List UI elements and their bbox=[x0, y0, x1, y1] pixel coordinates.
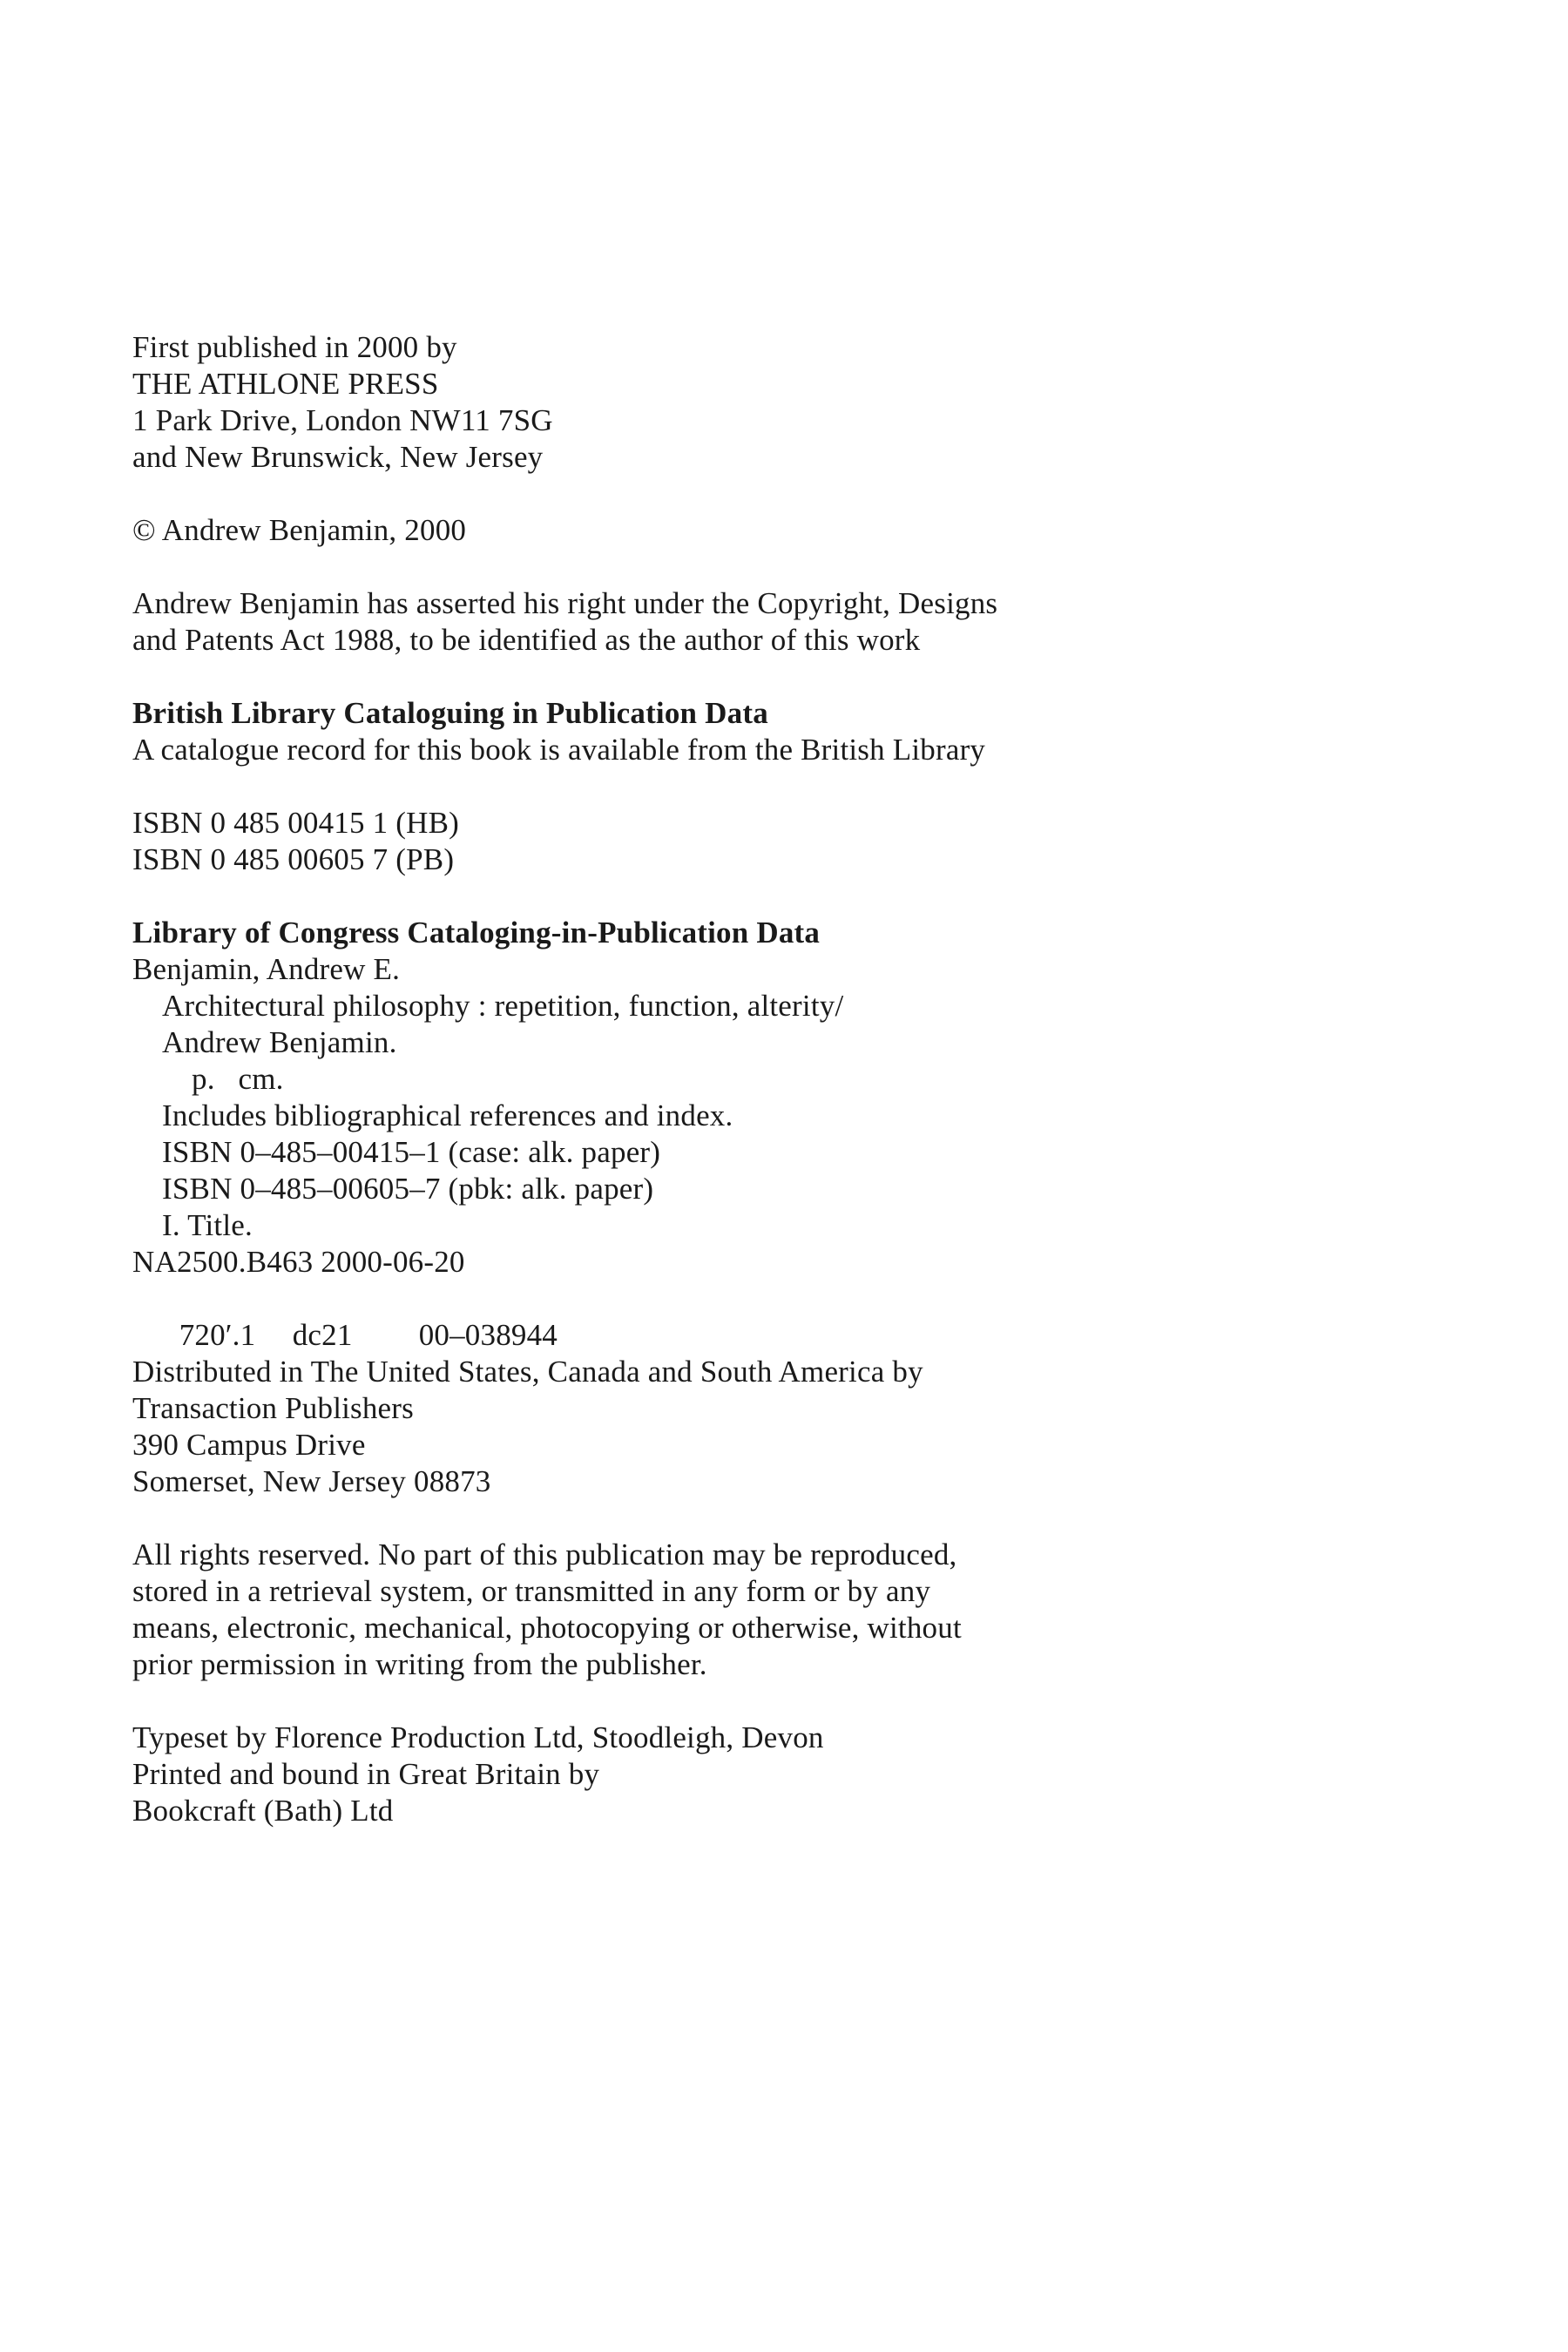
british-library-heading: British Library Cataloguing in Publication Data bbox=[132, 696, 768, 730]
typeset-line: Typeset by Florence Production Ltd, Stoodleigh, Devon bbox=[132, 1720, 824, 1754]
loc-isbn-case: ISBN 0–485–00415–1 (case: alk. paper) bbox=[162, 1135, 661, 1169]
copyright-notice: © Andrew Benjamin, 2000 bbox=[132, 513, 467, 547]
loc-lccn: 00–038944 bbox=[418, 1318, 558, 1352]
british-library-text: A catalogue record for this book is available from the British Library bbox=[132, 733, 986, 767]
loc-call-number: NA2500.B463 2000-06-20 bbox=[132, 1245, 465, 1279]
distributor-name: Transaction Publishers bbox=[132, 1391, 414, 1425]
distributor-street: 390 Campus Drive bbox=[132, 1428, 366, 1462]
printed-line: Printed and bound in Great Britain by bbox=[132, 1757, 600, 1791]
publisher-line: First published in 2000 by bbox=[132, 330, 457, 364]
rights-line: All rights reserved. No part of this publication may be reproduced, bbox=[132, 1538, 957, 1571]
production-block bbox=[132, 1720, 1439, 1829]
author-assertion bbox=[132, 585, 1439, 659]
library-of-congress-block bbox=[132, 915, 1439, 1352]
rights-block bbox=[132, 1537, 1439, 1683]
rights-line: means, electronic, mechanical, photocopying or otherwise, without bbox=[132, 1611, 962, 1645]
distribution-block bbox=[132, 1354, 1439, 1500]
loc-title-line: Andrew Benjamin. bbox=[162, 1025, 397, 1059]
loc-heading: Library of Congress Cataloging-in-Publication Data bbox=[132, 916, 821, 950]
loc-dewey-edition: dc21 bbox=[292, 1318, 353, 1352]
loc-pagination: p. cm. bbox=[192, 1062, 284, 1096]
loc-class-number: 720′.1 bbox=[179, 1318, 256, 1352]
british-library-block bbox=[132, 695, 1439, 768]
isbn-pb: ISBN 0 485 00605 7 (PB) bbox=[132, 842, 455, 876]
loc-isbn-pbk: ISBN 0–485–00605–7 (pbk: alk. paper) bbox=[162, 1172, 654, 1206]
publisher-name: THE ATHLONE PRESS bbox=[132, 367, 439, 401]
rights-line: stored in a retrieval system, or transmitted in any form or by any bbox=[132, 1574, 931, 1608]
isbn-hb: ISBN 0 485 00415 1 (HB) bbox=[132, 806, 460, 840]
distribution-line: Distributed in The United States, Canada and South America by bbox=[132, 1355, 923, 1389]
publisher-location: and New Brunswick, New Jersey bbox=[132, 440, 544, 474]
publisher-block bbox=[132, 329, 1439, 476]
loc-author: Benjamin, Andrew E. bbox=[132, 952, 401, 986]
copyright-page bbox=[132, 329, 1439, 1829]
assertion-line: and Patents Act 1988, to be identified as the author of this work bbox=[132, 623, 921, 657]
rights-line: prior permission in writing from the publisher. bbox=[132, 1647, 707, 1681]
isbn-block bbox=[132, 805, 1439, 878]
loc-title-entry: I. Title. bbox=[162, 1208, 253, 1242]
distributor-city: Somerset, New Jersey 08873 bbox=[132, 1464, 491, 1498]
loc-includes: Includes bibliographical references and index. bbox=[162, 1098, 733, 1132]
publisher-address: 1 Park Drive, London NW11 7SG bbox=[132, 403, 553, 437]
printer-name: Bookcraft (Bath) Ltd bbox=[132, 1794, 394, 1828]
assertion-line: Andrew Benjamin has asserted his right under the Copyright, Designs bbox=[132, 586, 998, 620]
loc-title-line: Architectural philosophy : repetition, function, alterity/ bbox=[162, 989, 844, 1023]
loc-classification-row bbox=[132, 1281, 1439, 1352]
